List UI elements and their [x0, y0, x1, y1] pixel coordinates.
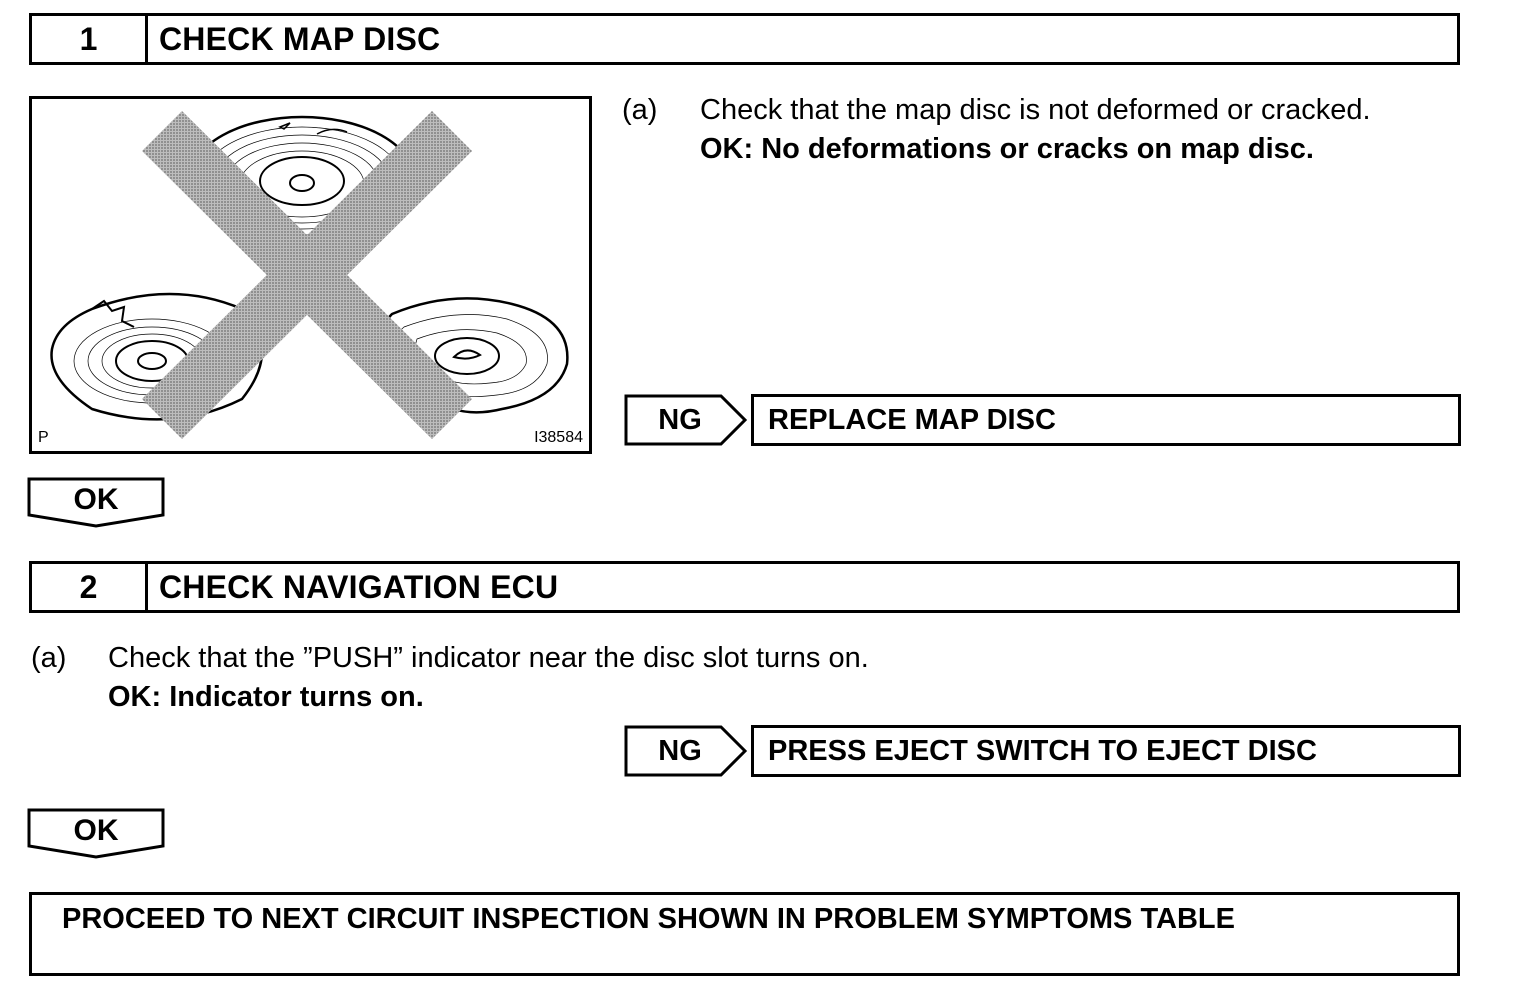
- figure-tag-left: P: [38, 429, 49, 446]
- step-2-ok-criteria: OK: Indicator turns on.: [108, 681, 424, 713]
- step-2-check-marker: (a): [31, 642, 67, 674]
- step-1-title: CHECK MAP DISC: [159, 20, 441, 57]
- damaged-disc-drawing: [32, 99, 589, 451]
- step-2-ng-label: NG: [658, 734, 702, 767]
- figure-tag-right: I38584: [534, 429, 583, 446]
- step-1-header: [29, 13, 1460, 65]
- step-1-number: 1: [32, 16, 148, 62]
- step-1-ok-label: OK: [73, 483, 119, 516]
- step-2-ng-action: PRESS EJECT SWITCH TO EJECT DISC: [751, 725, 1461, 777]
- step-2-ok-label: OK: [73, 814, 119, 847]
- map-disc-illustration: [29, 96, 592, 454]
- step-2-header: [29, 561, 1460, 613]
- step-1-check-marker: (a): [622, 94, 658, 126]
- step-1-ng-label: NG: [658, 403, 702, 436]
- step-1-ok-criteria: OK: No deformations or cracks on map disc.: [700, 133, 1314, 165]
- step-2-title: CHECK NAVIGATION ECU: [159, 568, 559, 605]
- final-action-box: PROCEED TO NEXT CIRCUIT INSPECTION SHOWN IN PROBLEM SYMPTOMS TABLE: [29, 892, 1460, 976]
- step-2-check-text: Check that the ”PUSH” indicator near the disc slot turns on.: [108, 642, 869, 674]
- step-2-number: 2: [32, 564, 148, 610]
- step-1-ng-action: REPLACE MAP DISC: [751, 394, 1461, 446]
- step-1-check-text: Check that the map disc is not deformed or cracked.: [700, 94, 1371, 126]
